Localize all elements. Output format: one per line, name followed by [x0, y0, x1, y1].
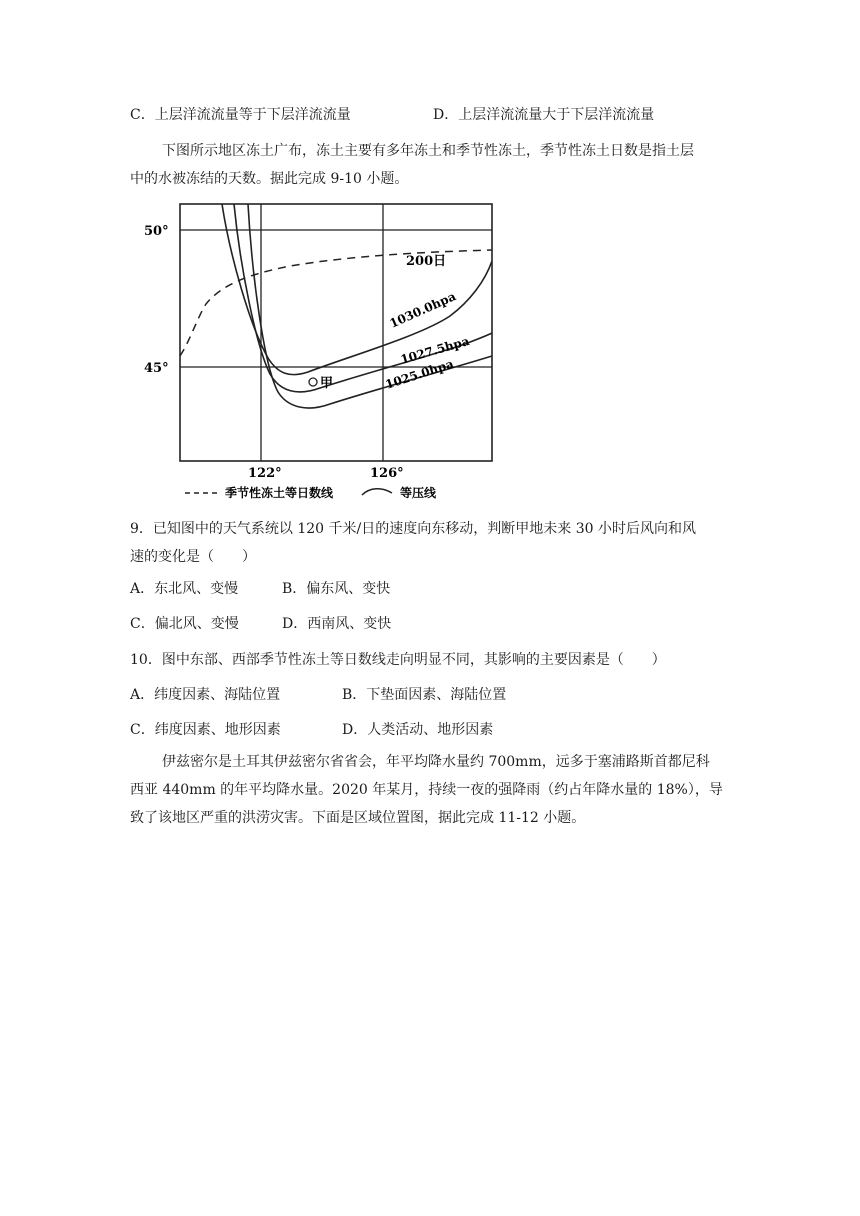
lat-label-50: 50°: [144, 224, 169, 239]
point-jia-marker: [309, 378, 317, 386]
q9-stem-line1: 9．已知图中的天气系统以 120 千米/日的速度向东移动，判断甲地未来 30 小时后风向和风: [130, 521, 696, 537]
q9-option-d: D．西南风、变快: [282, 616, 392, 632]
legend-solid-line: [362, 489, 392, 495]
intro-9-10-line2: 中的水被冻结的天数。据此完成 9-10 小题。: [130, 171, 409, 187]
q9-option-c: C．偏北风、变慢: [130, 616, 239, 632]
legend-dashed-label: 季节性冻土等日数线: [225, 486, 334, 500]
lon-label-126: 126°: [370, 466, 404, 481]
q8-option-c: C．上层洋流流量等于下层洋流流量: [130, 107, 351, 123]
isobar-1025-label: 1025.0hpa: [383, 356, 456, 392]
intro-11-12-line2: 西亚 440mm 的年平均降水量。2020 年某月，持续一夜的强降雨（约占年降水量的 18%），导: [130, 782, 723, 798]
q10-stem: 10．图中东部、西部季节性冻土等日数线走向明显不同，其影响的主要因素是（ ）: [130, 652, 666, 668]
q9-option-b: B．偏东风、变快: [282, 581, 391, 597]
lat-label-45: 45°: [144, 361, 169, 376]
intro-11-12-line1: 伊兹密尔是土耳其伊兹密尔省省会，年平均降水量约 700mm，远多于塞浦路斯首都尼科: [162, 754, 710, 770]
isobar-1030-label: 1030.0hpa: [387, 289, 458, 331]
q9-stem: [130, 515, 730, 571]
q9-stem-line2: 速的变化是（ ）: [130, 549, 256, 565]
point-jia-label: 甲: [320, 376, 334, 391]
q10-option-d: D．人类活动、地形因素: [342, 722, 494, 738]
q8-option-d: D．上层洋流流量大于下层洋流流量: [433, 107, 655, 123]
lon-label-122: 122°: [248, 466, 282, 481]
frozen-soil-isobar-map: [130, 196, 510, 501]
isobar-1025: [248, 204, 492, 408]
intro-9-10: [130, 137, 730, 193]
intro-11-12-line3: 致了该地区严重的洪涝灾害。下面是区域位置图，据此完成 11-12 小题。: [130, 810, 586, 826]
isobar-1027-label: 1027.5hpa: [398, 333, 471, 367]
q10-option-b: B．下垫面因素、海陆位置: [342, 687, 507, 703]
isoline-200-label: 200日: [406, 254, 447, 269]
q10-option-a: A．纬度因素、海陆位置: [130, 687, 281, 703]
legend-solid-label: 等压线: [400, 486, 437, 500]
intro-11-12: [130, 748, 730, 832]
q10-option-c: C．纬度因素、地形因素: [130, 722, 281, 738]
map-frame: [180, 204, 492, 461]
intro-9-10-line1: 下图所示地区冻土广布，冻土主要有多年冻土和季节性冻土，季节性冻土日数是指土层: [162, 143, 694, 159]
q9-option-a: A．东北风、变慢: [130, 581, 239, 597]
